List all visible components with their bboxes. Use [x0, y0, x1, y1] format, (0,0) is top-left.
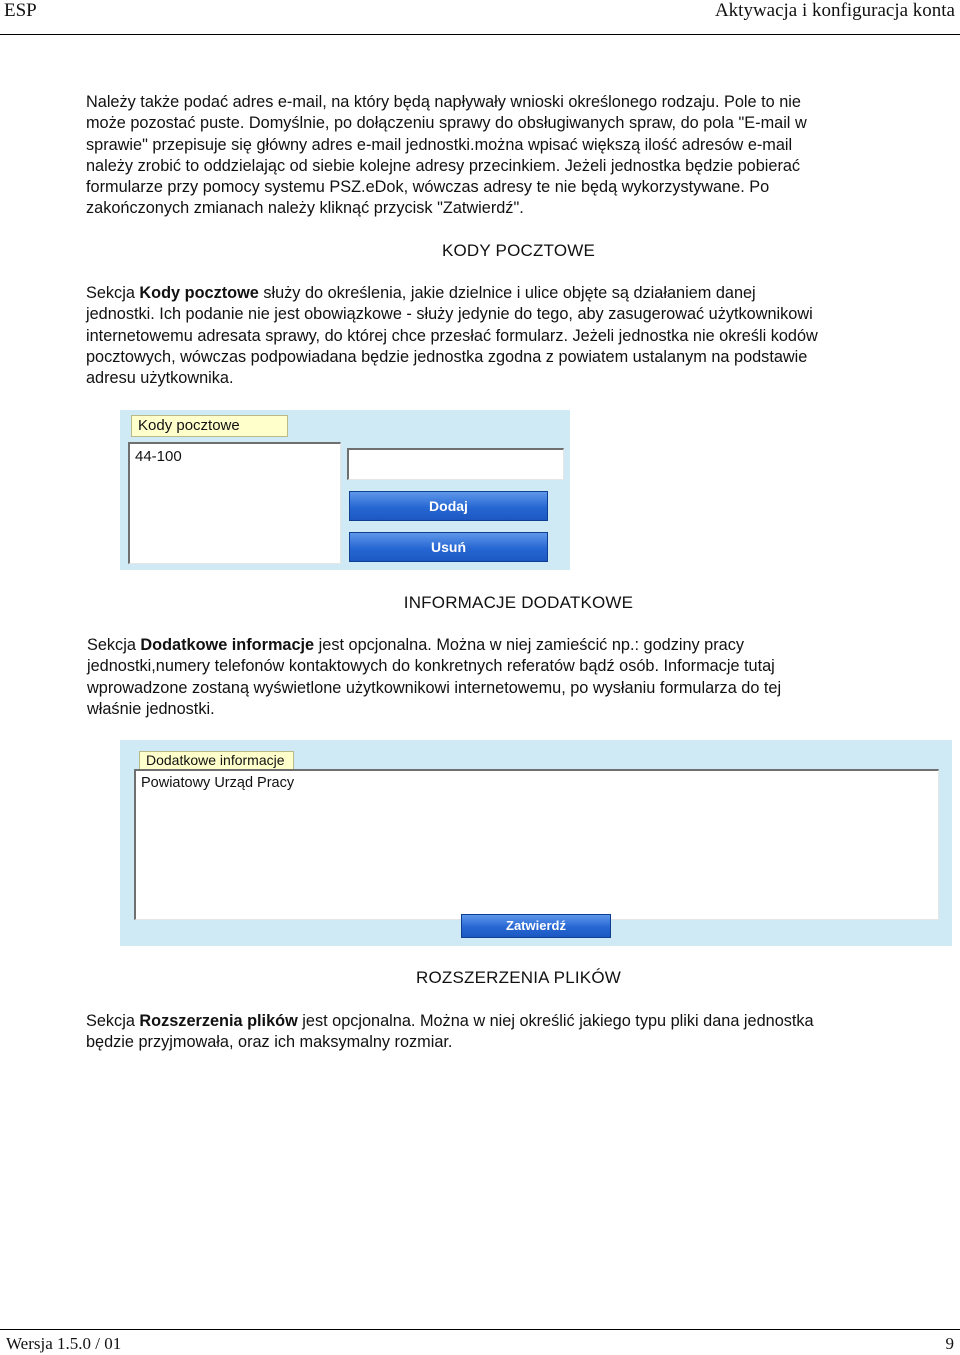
ext-rest: jest opcjonalna. Można w niej określić jakiego typu pliki dana jednostka [297, 1012, 814, 1030]
intro-line: może pozostać puste. Domyślnie, po dołączeniu sprawy do obsługiwanych spraw, do pola "E-mail w [86, 114, 807, 133]
kody-paragraph [86, 283, 946, 389]
info-heading: INFORMACJE DODATKOWE [403, 593, 634, 612]
ext-heading: ROZSZERZENIA PLIKÓW [416, 968, 621, 987]
ext-prefix: Sekcja [86, 1012, 140, 1030]
info-line: jednostki,numery telefonów kontaktowych do konkretnych referatów bądź osób. Informacje tutaj [87, 657, 775, 676]
kody-line: internetowemu adresata sprawy, do której chce przesłać formularz. Jeżeli jednostka nie określi kodów [86, 326, 818, 345]
info-rest: jest opcjonalna. Można w niej zamieścić np.: godziny pracy [314, 636, 744, 654]
info-line: wprowadzone zostaną wyświetlone użytkownikowi internetowemu, po wysłaniu formularza do tej [87, 678, 782, 697]
kody-bold: Kody pocztowe [139, 284, 259, 302]
ext-line-first [86, 1011, 946, 1032]
kody-heading: KODY POCZTOWE [441, 241, 596, 260]
intro-line: formularze przy pomocy systemu PSZ.eDok, wówczas adresy te nie będą wykorzystywane. Po [86, 178, 770, 197]
info-line-first [87, 635, 947, 656]
add-button[interactable]: Dodaj [349, 491, 548, 521]
intro-line: Należy także podać adres e-mail, na który będą napływały wnioski określonego rodzaju. Pole to nie [86, 93, 801, 111]
kody-panel-title: Kody pocztowe [131, 415, 288, 437]
intro-line: należy zrobić to oddzielając od siebie kolejne adresy przecinkiem. Jeżeli jednostka będzie pobierać [86, 156, 801, 175]
footer-version: Wersja 1.5.0 / 01 [6, 1334, 122, 1353]
info-panel-title: Dodatkowe informacje [139, 751, 294, 770]
info-panel [120, 740, 952, 946]
remove-button[interactable]: Usuń [349, 532, 548, 562]
header-right: Aktywacja i konfiguracja konta [714, 0, 955, 21]
info-bold: Dodatkowe informacje [140, 636, 315, 654]
page-header [0, 0, 960, 35]
kody-rest: służy do określenia, jakie dzielnice i ulice objęte są działaniem danej [258, 284, 756, 302]
kody-input[interactable] [347, 448, 564, 480]
intro-line: zakończonych zmianach należy kliknąć przycisk "Zatwierdź". [86, 199, 524, 218]
kody-list-item[interactable]: 44-100 [135, 448, 182, 465]
kody-prefix: Sekcja [86, 284, 140, 302]
kody-panel [120, 410, 570, 570]
submit-button[interactable]: Zatwierdź [461, 914, 611, 938]
info-prefix: Sekcja [87, 636, 141, 654]
page-footer [0, 1329, 960, 1355]
ext-line: będzie przyjmowała, oraz ich maksymalny rozmiar. [86, 1033, 453, 1052]
intro-line: sprawie" przepisuje się główny adres e-mail jednostki.można wpisać większą ilość adresów e-mail [86, 135, 793, 154]
kody-list[interactable] [128, 442, 341, 564]
info-line: właśnie jednostki. [87, 699, 215, 718]
kody-line: pocztowych, wówczas podpowiadana będzie jednostka zgodna z powiatem ustalanym na podstawie [86, 347, 808, 366]
intro-paragraph [86, 92, 946, 220]
kody-line: adresu użytkownika. [86, 369, 234, 388]
kody-line-first [86, 283, 946, 304]
page-number: 9 [945, 1334, 954, 1353]
kody-line: jednostki. Ich podanie nie jest obowiązkowe - służy jedynie do tego, aby zasugerować użytkownikowi [86, 305, 813, 324]
ext-paragraph [86, 1011, 946, 1054]
ext-bold: Rozszerzenia plików [139, 1012, 298, 1030]
info-paragraph [87, 635, 947, 720]
header-left: ESP [4, 0, 37, 21]
info-textarea[interactable]: Powiatowy Urząd Pracy [134, 769, 939, 920]
